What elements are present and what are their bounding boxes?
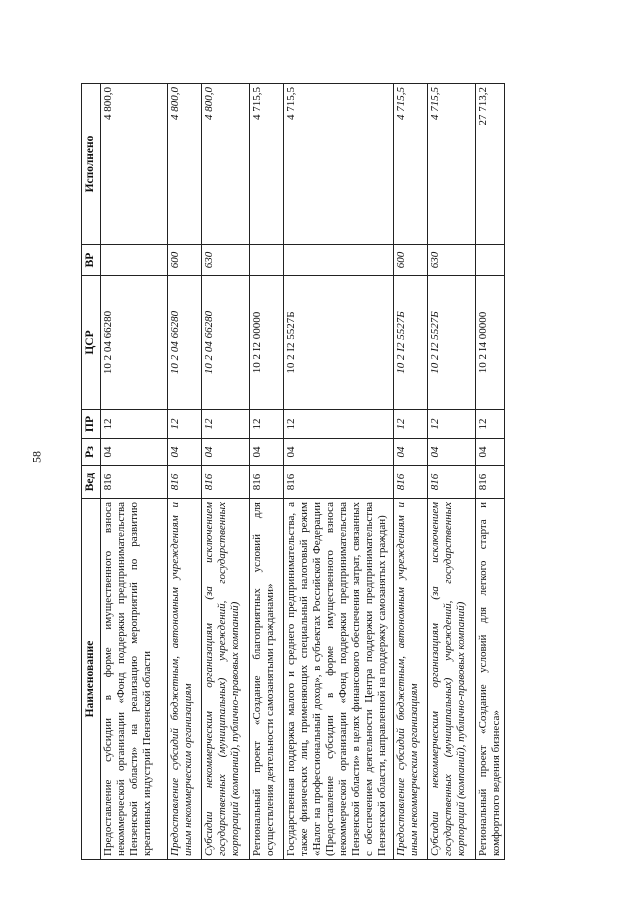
row-csr: 10 2 I2 5527Б [394, 276, 428, 410]
row-vr [284, 245, 394, 276]
row-pr: 12 [284, 410, 394, 439]
row-csr: 10 2 04 66280 [168, 276, 202, 410]
row-ved: 816 [476, 466, 505, 499]
row-vr [101, 245, 168, 276]
row-name: Субсидии некоммерческим организациям (за исключением государственных (муниципальных) учреждений, государственных корпораций (компаний), публично-правовых компаний) [428, 499, 476, 860]
row-vr [476, 245, 505, 276]
row-csr: 10 2 I2 00000 [250, 276, 284, 410]
table-header-row [82, 84, 101, 860]
row-done: 27 713,2 [476, 84, 505, 245]
header-csr: ЦСР [82, 276, 101, 410]
row-rz: 04 [476, 439, 505, 466]
table-row [202, 84, 250, 860]
row-pr: 12 [428, 410, 476, 439]
row-ved: 816 [284, 466, 394, 499]
header-rz: Рз [82, 439, 101, 466]
header-ved: Вед [82, 466, 101, 499]
row-name: Государственная поддержка малого и среднего предпринимательства, а также физических лиц, применяющих специальный налоговый режим «Налог на профессиональный доход», в субъектах Российской Федерации (Предоставление субсидии в форме имущественного взноса некоммерческой организации «Фонд поддержки предпринимательства Пензенской области» в целях финансового обеспечения затрат, связанных с обеспечением деятельности Центра поддержки предпринимательства Пензенской области, направленной на поддержку самозанятых граждан) [284, 499, 394, 860]
row-csr: 10 2 04 66280 [202, 276, 250, 410]
row-csr: 10 2 I2 5527Б [428, 276, 476, 410]
row-ved: 816 [428, 466, 476, 499]
row-csr: 10 2 04 66280 [101, 276, 168, 410]
row-ved: 816 [202, 466, 250, 499]
row-rz: 04 [101, 439, 168, 466]
table-row [168, 84, 202, 860]
table-row [428, 84, 476, 860]
row-ved: 816 [250, 466, 284, 499]
row-rz: 04 [394, 439, 428, 466]
row-rz: 04 [250, 439, 284, 466]
row-pr: 12 [168, 410, 202, 439]
row-pr: 12 [101, 410, 168, 439]
row-pr: 12 [250, 410, 284, 439]
row-vr: 600 [168, 245, 202, 276]
budget-table [81, 83, 505, 860]
row-ved: 816 [394, 466, 428, 499]
header-done: Исполнено [82, 84, 101, 245]
row-csr: 10 2 I4 00000 [476, 276, 505, 410]
table-row [250, 84, 284, 860]
row-vr [250, 245, 284, 276]
header-pr: ПР [82, 410, 101, 439]
table-row [476, 84, 505, 860]
row-name: Региональный проект «Создание условий для легкого старта и комфортного ведения бизнеса» [476, 499, 505, 860]
row-csr: 10 2 I2 5527Б [284, 276, 394, 410]
row-name: Предоставление субсидий бюджетным, автономным учреждениям и иным некоммерческим организациям [394, 499, 428, 860]
row-name: Региональный проект «Создание благоприятных условий для осуществления деятельности самозанятыми гражданами» [250, 499, 284, 860]
row-done: 4 715,5 [394, 84, 428, 245]
row-done: 4 800,0 [168, 84, 202, 245]
header-vr: ВР [82, 245, 101, 276]
header-name: Наименование [82, 499, 101, 860]
table-row [101, 84, 168, 860]
row-rz: 04 [202, 439, 250, 466]
table-row [394, 84, 428, 860]
row-done: 4 715,5 [428, 84, 476, 245]
row-name: Предоставление субсидий бюджетным, автономным учреждениям и иным некоммерческим организациям [168, 499, 202, 860]
row-pr: 12 [394, 410, 428, 439]
table-row [284, 84, 394, 860]
row-ved: 816 [168, 466, 202, 499]
row-rz: 04 [284, 439, 394, 466]
row-ved: 816 [101, 466, 168, 499]
row-name: Субсидии некоммерческим организациям (за исключением государственных (муниципальных) учреждений, государственных корпораций (компаний), публично-правовых компаний) [202, 499, 250, 860]
row-done: 4 715,5 [284, 84, 394, 245]
row-done: 4 800,0 [101, 84, 168, 245]
row-rz: 04 [168, 439, 202, 466]
row-name: Предоставление субсидии в форме имущественного взноса некоммерческой организации «Фонд поддержки предпринимательства Пензенской области» на реализацию мероприятий по развитию креативных индустрий Пензенской области [101, 499, 168, 860]
row-done: 4 715,5 [250, 84, 284, 245]
row-rz: 04 [428, 439, 476, 466]
row-vr: 630 [202, 245, 250, 276]
row-pr: 12 [202, 410, 250, 439]
row-vr: 600 [394, 245, 428, 276]
row-pr: 12 [476, 410, 505, 439]
row-vr: 630 [428, 245, 476, 276]
rotated-table-container [81, 84, 502, 860]
page-number: 58 [29, 451, 44, 463]
row-done: 4 800,0 [202, 84, 250, 245]
